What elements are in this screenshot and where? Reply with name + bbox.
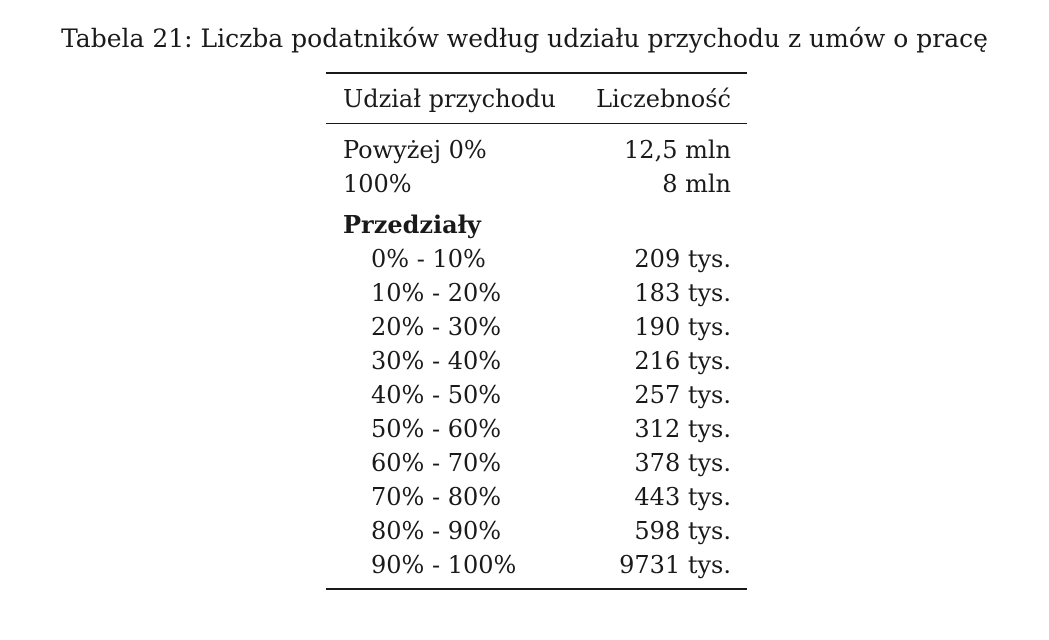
row-label: 30% - 40% (371, 347, 502, 375)
top-rule (326, 72, 747, 74)
row-value: 12,5 mln (624, 136, 731, 164)
table-row (326, 480, 747, 514)
table-row (326, 548, 747, 582)
row-value: 183 tys. (634, 279, 731, 307)
table-row (326, 242, 747, 276)
row-label: 0% - 10% (371, 245, 486, 273)
row-value: 443 tys. (634, 483, 731, 511)
table-row (326, 167, 747, 201)
row-value: 257 tys. (634, 381, 731, 409)
row-label: 80% - 90% (371, 517, 502, 545)
row-value: 190 tys. (634, 313, 731, 341)
table-row (326, 514, 747, 548)
row-label: 50% - 60% (371, 415, 502, 443)
summary-block (326, 133, 747, 201)
row-value: 9731 tys. (619, 551, 731, 579)
data-table (326, 72, 747, 590)
bottom-rule (326, 588, 747, 590)
header-row (326, 82, 747, 116)
interval-rows (326, 242, 747, 582)
row-label: 40% - 50% (371, 381, 502, 409)
row-label: Powyżej 0% (343, 136, 487, 164)
section-heading: Przedziały (343, 210, 481, 239)
row-label: 70% - 80% (371, 483, 502, 511)
row-value: 378 tys. (634, 449, 731, 477)
table-row (326, 310, 747, 344)
row-value: 598 tys. (634, 517, 731, 545)
header-count: Liczebność (596, 85, 731, 113)
mid-rule (326, 123, 747, 124)
row-label: 100% (343, 170, 412, 198)
table-row (326, 412, 747, 446)
table-row (326, 133, 747, 167)
row-value: 216 tys. (634, 347, 731, 375)
row-label: 90% - 100% (371, 551, 517, 579)
table-row (326, 378, 747, 412)
header-share: Udział przychodu (343, 85, 556, 113)
row-value: 312 tys. (634, 415, 731, 443)
table-row (326, 344, 747, 378)
row-value: 8 mln (662, 170, 731, 198)
table-row (326, 276, 747, 310)
row-label: 10% - 20% (371, 279, 502, 307)
row-label: 20% - 30% (371, 313, 502, 341)
table-caption: Tabela 21: Liczba podatników według udziału przychodu z umów o pracę (61, 24, 988, 53)
row-value: 209 tys. (634, 245, 731, 273)
row-label: 60% - 70% (371, 449, 502, 477)
table-row (326, 446, 747, 480)
section-heading-row (326, 208, 747, 242)
